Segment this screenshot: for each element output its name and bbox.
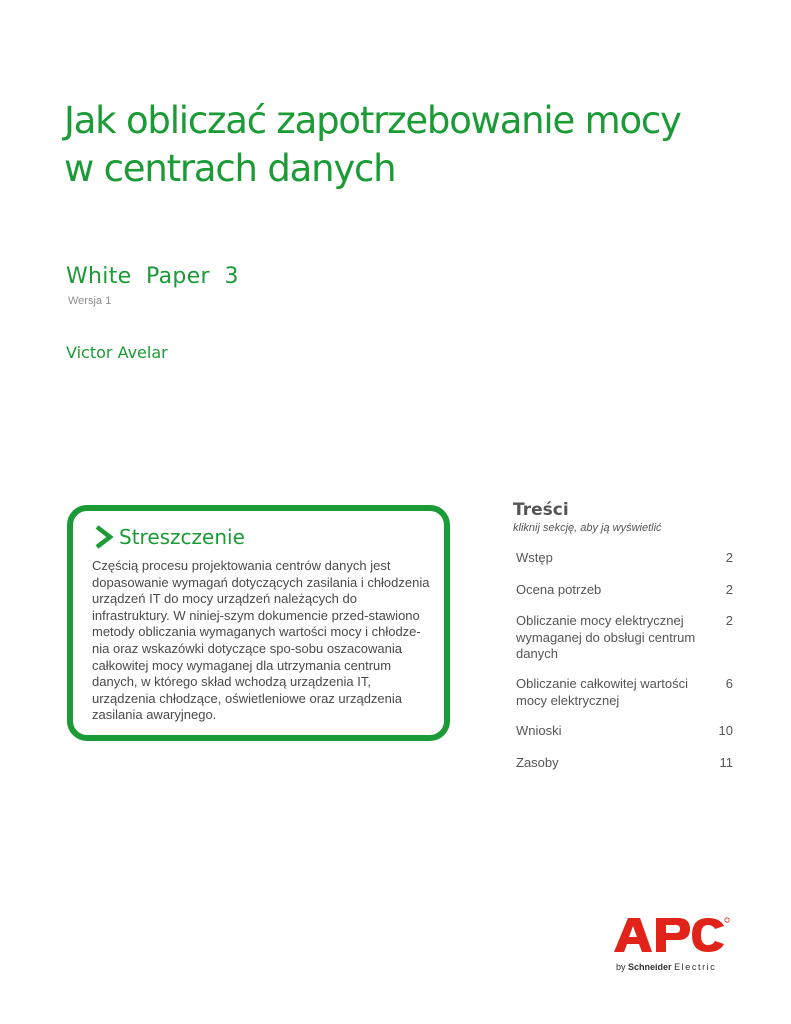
title-line-2: w centrach danych [64,147,396,190]
toc-item-page: 2 [725,550,733,565]
toc-item-zasoby[interactable] [516,755,733,772]
table-of-contents [513,500,735,770]
toc-item-page: 2 [725,613,733,628]
logo-company: Schneider [628,962,672,972]
white-paper-label: White Paper 3 [66,264,239,289]
toc-item-page: 6 [725,676,733,691]
logo-division: Electric [674,962,717,972]
abstract-title: Streszczenie [119,525,245,549]
toc-item-obliczanie-calkowitej[interactable] [516,676,733,709]
toc-title: Treści [513,500,569,520]
toc-item-ocena-potrzeb[interactable] [516,582,733,599]
toc-item-label: Obliczanie całkowitej wartości mocy elektrycznej [516,676,688,708]
version-label: Wersja 1 [68,295,112,307]
toc-item-page: 2 [725,582,733,597]
document-title [64,97,764,193]
toc-item-label: Zasoby [516,755,559,770]
toc-item-obliczanie-mocy[interactable] [516,613,733,663]
abstract-header [93,524,245,550]
abstract-text: Częścią procesu projektowania centrów danych jest dopasowanie wymagań dotyczących zasilania i chłodzenia urządzeń IT do mocy urządzeń należących do infrastruktury. W niniej-szym dokumencie przed-stawiono metody obliczania wymaganych wartości mocy i chłodze-nia oraz wskazówki dotyczące spo-sobu oszacowania całkowitej mocy wymaganej dla utrzymania centrum danych, w którego skład wchodzą urządzenia IT, urządzenia chłodzące, oświetleniowe oraz urządzenia zasilania awaryjnego. [92,558,430,723]
toc-item-label: Obliczanie mocy elektrycznej wymaganej do obsługi centrum danych [516,613,696,661]
toc-item-wnioski[interactable] [516,723,733,740]
abstract-box [67,505,450,741]
toc-item-page: 10 [718,723,733,738]
author-name: Victor Avelar [66,343,168,362]
logo-by: by [616,962,626,972]
toc-item-page: 11 [719,755,733,770]
title-line-1: Jak obliczać zapotrzebowanie mocy [64,99,681,142]
toc-item-label: Wnioski [516,723,562,738]
toc-subtitle: kliknij sekcję, aby ją wyświetlić [513,522,662,534]
chevron-right-icon [93,524,115,550]
toc-item-label: Ocena potrzeb [516,582,602,597]
logo-tagline [616,962,716,972]
toc-item-label: Wstęp [516,550,553,565]
toc-item-wstep[interactable] [516,550,733,567]
